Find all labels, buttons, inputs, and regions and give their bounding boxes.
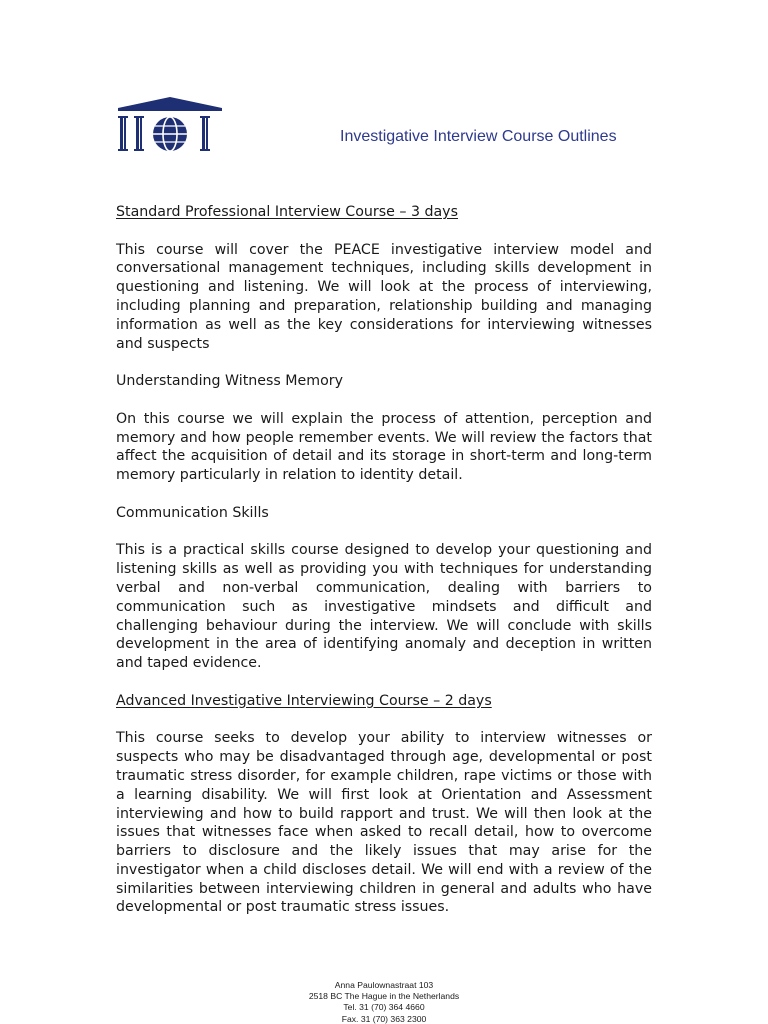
section-heading-witness-memory: Understanding Witness Memory xyxy=(116,373,343,390)
footer-address-line-2: 2518 BC The Hague in the Netherlands xyxy=(308,991,460,1002)
section-paragraph-standard-course: This course will cover the PEACE investigative interview model and conversational management techniques, including skills development in questioning and listening. We will look at the process of interviewing, including planning and preparation, relationship building and managing information as well as the key considerations for interviewing witnesses and suspects xyxy=(116,241,652,352)
section-paragraph-communication-skills: This is a practical skills course designed to develop your questioning and listening skills as well as providing you with techniques for understanding verbal and non-verbal communication, dealing with barriers to communication such as investigative mindsets and difficult and challenging behaviour during the interview. We will conclude with skills development in the area of identifying anomaly and deception in written and taped evidence. xyxy=(116,542,652,672)
iioi-logo xyxy=(116,96,224,152)
section-paragraph-advanced-course: This course seeks to develop your ability to interview witnesses or suspects who may be disadvantaged through age, developmental or post traumatic stress disorder, for example children, rape victims or those with a learning disability. We will first look at Orientation and Assessment interviewing and how to build rapport and trust. We will then look at the issues that witnesses face when asked to recall detail, how to overcome barriers to disclosure and the likely issues that may arise for the investigator when a child discloses detail. We will end with a review of the similarities between interviewing children in general and adults who have developmental or post traumatic stress issues. xyxy=(116,730,652,916)
section-paragraph-witness-memory: On this course we will explain the process of attention, perception and memory and how people remember events. We will review the factors that affect the acquisition of detail and its storage in short-term and long-term memory particularly in relation to identity detail. xyxy=(116,410,652,484)
document-title: Investigative Interview Course Outlines xyxy=(340,128,617,145)
section-heading-standard-course: Standard Professional Interview Course – 3 days xyxy=(116,204,458,220)
section-heading-advanced-course: Advanced Investigative Interviewing Course – 2 days xyxy=(116,692,492,709)
document-body xyxy=(116,203,652,936)
footer-fax: Fax. 31 (70) 363 2300 xyxy=(341,1013,427,1024)
footer-address-line-1: Anna Paulownastraat 103 xyxy=(334,980,434,990)
footer-telephone: Tel. 31 (70) 364 4660 xyxy=(343,1002,425,1013)
page-footer xyxy=(0,980,768,1024)
section-heading-communication-skills: Communication Skills xyxy=(116,504,269,521)
